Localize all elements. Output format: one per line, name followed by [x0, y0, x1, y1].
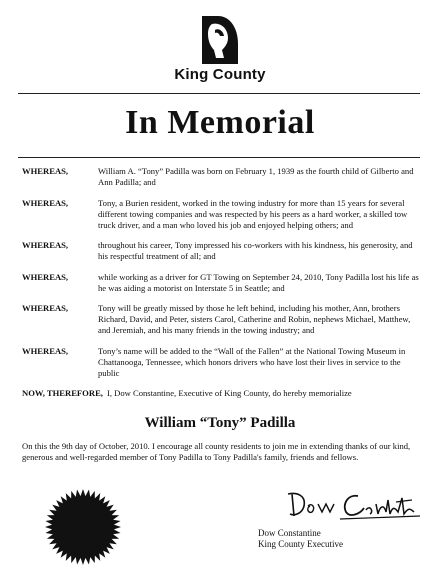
clause-text: throughout his career, Tony impressed his co-workers with his kindness, his generosity, and his respectful treatment of all; and [98, 240, 413, 261]
proclamation-text: On this the 9th day of October, 2010. I encourage all county residents to join me in extending thanks of our kind, generous and well-regarded member of Tony Padilla to Tony Padilla's family, friends and fellows. [22, 441, 411, 462]
clause-keyword: WHEREAS, [22, 197, 69, 208]
title-divider [18, 157, 420, 158]
honoree-name: William “Tony” Padilla [144, 415, 296, 431]
clause-keyword: WHEREAS, [22, 303, 69, 313]
whereas-clause [22, 346, 420, 379]
clause-keyword: WHEREAS, [22, 166, 69, 176]
clause-keyword: WHEREAS, [22, 240, 69, 250]
clause-text: while working as a driver for GT Towing on September 24, 2010, Tony Padilla lost his life as he was aiding a motorist on Interstate 5 in Seattle; and [98, 271, 419, 293]
whereas-clause [22, 303, 420, 336]
org-name: King County [174, 66, 266, 83]
clause-keyword: WHEREAS, [22, 345, 69, 356]
signer-name: Dow Constantine [258, 528, 321, 538]
whereas-clause [22, 198, 420, 231]
gold-seal-icon [44, 488, 122, 566]
clause-keyword: WHEREAS, [22, 271, 69, 282]
whereas-clause [22, 166, 420, 188]
whereas-clause [22, 272, 420, 294]
clause-text: Tony’s name will be added to the “Wall of the Fallen” at the National Towing Museum in Chattanooga, Tennessee, which honors drivers who have lost their lives in service to the public [98, 345, 406, 378]
whereas-clause [22, 240, 420, 262]
document-title: In Memorial [125, 104, 315, 141]
king-county-logo-icon [196, 14, 244, 66]
clause-text: Tony, a Burien resident, worked in the towing industry for more than 15 years for several different towing companies and was respected by his peers as a hard worker, a skilled tow truck driver, and a man who loved his job and enjoyed helping others; and [98, 197, 408, 230]
signer-role: King County Executive [258, 539, 343, 549]
clause-text: Tony will be greatly missed by those he left behind, including his mother, Ann, brothers Richard, David, and Peter, sisters Carol, Catherine and Robin, nephews Michael, Matthew, and Jeremiah, and his many friends in the towing industry; and [98, 303, 411, 335]
now-therefore-text: I, Dow Constantine, Executive of King County, do hereby memorialize [106, 388, 352, 398]
signer-block [258, 528, 343, 550]
now-therefore-keyword: NOW, THEREFORE, [22, 388, 103, 398]
signature-icon [284, 486, 424, 524]
clause-text: William A. “Tony” Padilla was born on February 1, 1939 as the fourth child of Gilberto and Ann Padilla; and [98, 166, 414, 187]
header-divider [18, 93, 420, 94]
now-therefore-clause [22, 388, 420, 399]
whereas-clauses [22, 166, 420, 409]
